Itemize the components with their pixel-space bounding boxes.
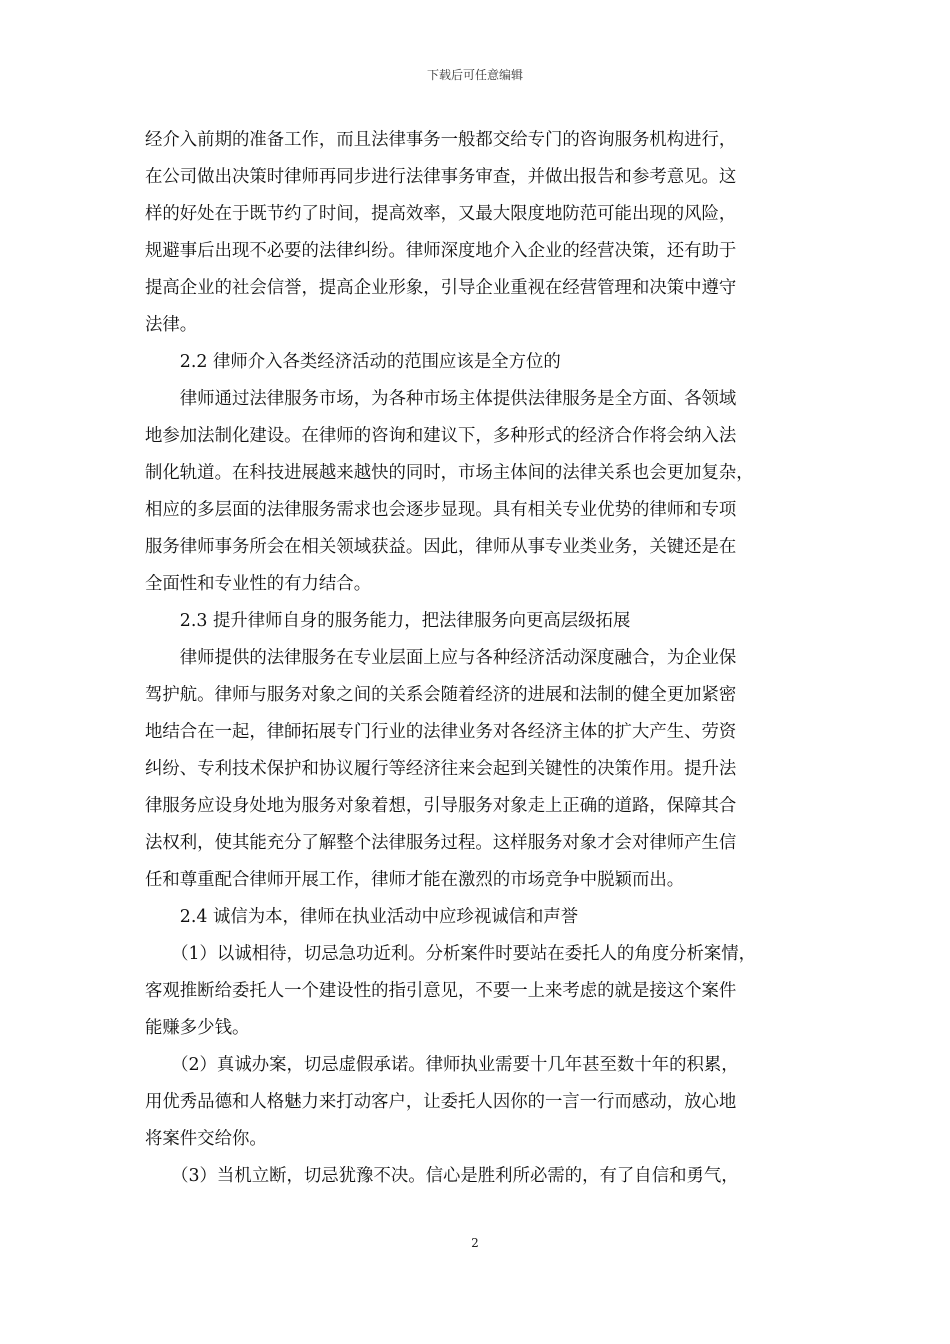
text-line: 规避事后出现不必要的法律纠纷。律师深度地介入企业的经营决策，还有助于	[145, 241, 737, 261]
text-line: 能赚多少钱。	[145, 1018, 250, 1038]
text-line: 制化轨道。在科技进展越来越快的同时，市场主体间的法律关系也会更加复杂，	[145, 463, 754, 483]
text-line: 纠纷、专利技术保护和协议履行等经济往来会起到关键性的决策作用。提升法	[145, 759, 737, 779]
text-line: 律师提供的法律服务在专业层面上应与各种经济活动深度融合，为企业保	[145, 648, 737, 668]
text-line: 地结合在一起，律師拓展专门行业的法律业务对各经济主体的扩大产生、劳资	[145, 722, 737, 742]
text-line: 法权利，使其能充分了解整个法律服务过程。这样服务对象才会对律师产生信	[145, 833, 737, 853]
text-line: 在公司做出决策时律师再同步进行法律事务审查，并做出报告和参考意见。这	[145, 167, 737, 187]
page-number: 2	[471, 1236, 479, 1250]
text-line: 提高企业的社会信誉，提高企业形象，引导企业重视在经营管理和决策中遵守	[145, 278, 737, 298]
section-heading: 2.3 提升律师自身的服务能力，把法律服务向更高层级拓展	[145, 611, 631, 631]
text-line: 服务律师事务所会在相关领域获益。因此，律师从事专业类业务，关键还是在	[145, 537, 737, 557]
text-line: 全面性和专业性的有力结合。	[145, 574, 372, 594]
text-line: 地参加法制化建设。在律师的咨询和建议下，多种形式的经济合作将会纳入法	[145, 426, 737, 446]
text-line: 驾护航。律师与服务对象之间的关系会随着经济的进展和法制的健全更加紧密	[145, 685, 737, 705]
text-line: 用优秀品德和人格魅力来打动客户，让委托人因你的一言一行而感动，放心地	[145, 1092, 737, 1112]
section-heading: 2.4 诚信为本，律师在执业活动中应珍视诚信和声誉	[145, 907, 579, 927]
text-line: 将案件交给你。	[145, 1129, 267, 1149]
text-line: 任和尊重配合律师开展工作，律师才能在激烈的市场竞争中脱颖而出。	[145, 870, 685, 890]
text-line: 客观推断给委托人一个建设性的指引意见，不要一上来考虑的就是接这个案件	[145, 981, 737, 1001]
text-line: （3）当机立断，切忌犹豫不决。信心是胜利所必需的，有了自信和勇气，	[145, 1166, 739, 1186]
text-line: 法律。	[145, 315, 198, 335]
section-heading: 2.2 律师介入各类经济活动的范围应该是全方位的	[145, 352, 561, 372]
text-line: 律服务应设身处地为服务对象着想，引导服务对象走上正确的道路，保障其合	[145, 796, 737, 816]
text-line: （2）真诚办案，切忌虚假承诺。律师执业需要十几年甚至数十年的积累，	[145, 1055, 739, 1075]
page-header: 下载后可任意编辑	[426, 68, 523, 82]
text-line: 律师通过法律服务市场，为各种市场主体提供法律服务是全方面、各领域	[145, 389, 737, 409]
text-line: 经介入前期的准备工作，而且法律事务一般都交给专门的咨询服务机构进行，	[145, 130, 737, 150]
text-line: 样的好处在于既节约了时间，提高效率，又最大限度地防范可能出现的风险，	[145, 204, 737, 224]
text-line: 相应的多层面的法律服务需求也会逐步显现。具有相关专业优势的律师和专项	[145, 500, 737, 520]
text-line: （1）以诚相待，切忌急功近利。分析案件时要站在委托人的角度分析案情，	[145, 944, 757, 964]
